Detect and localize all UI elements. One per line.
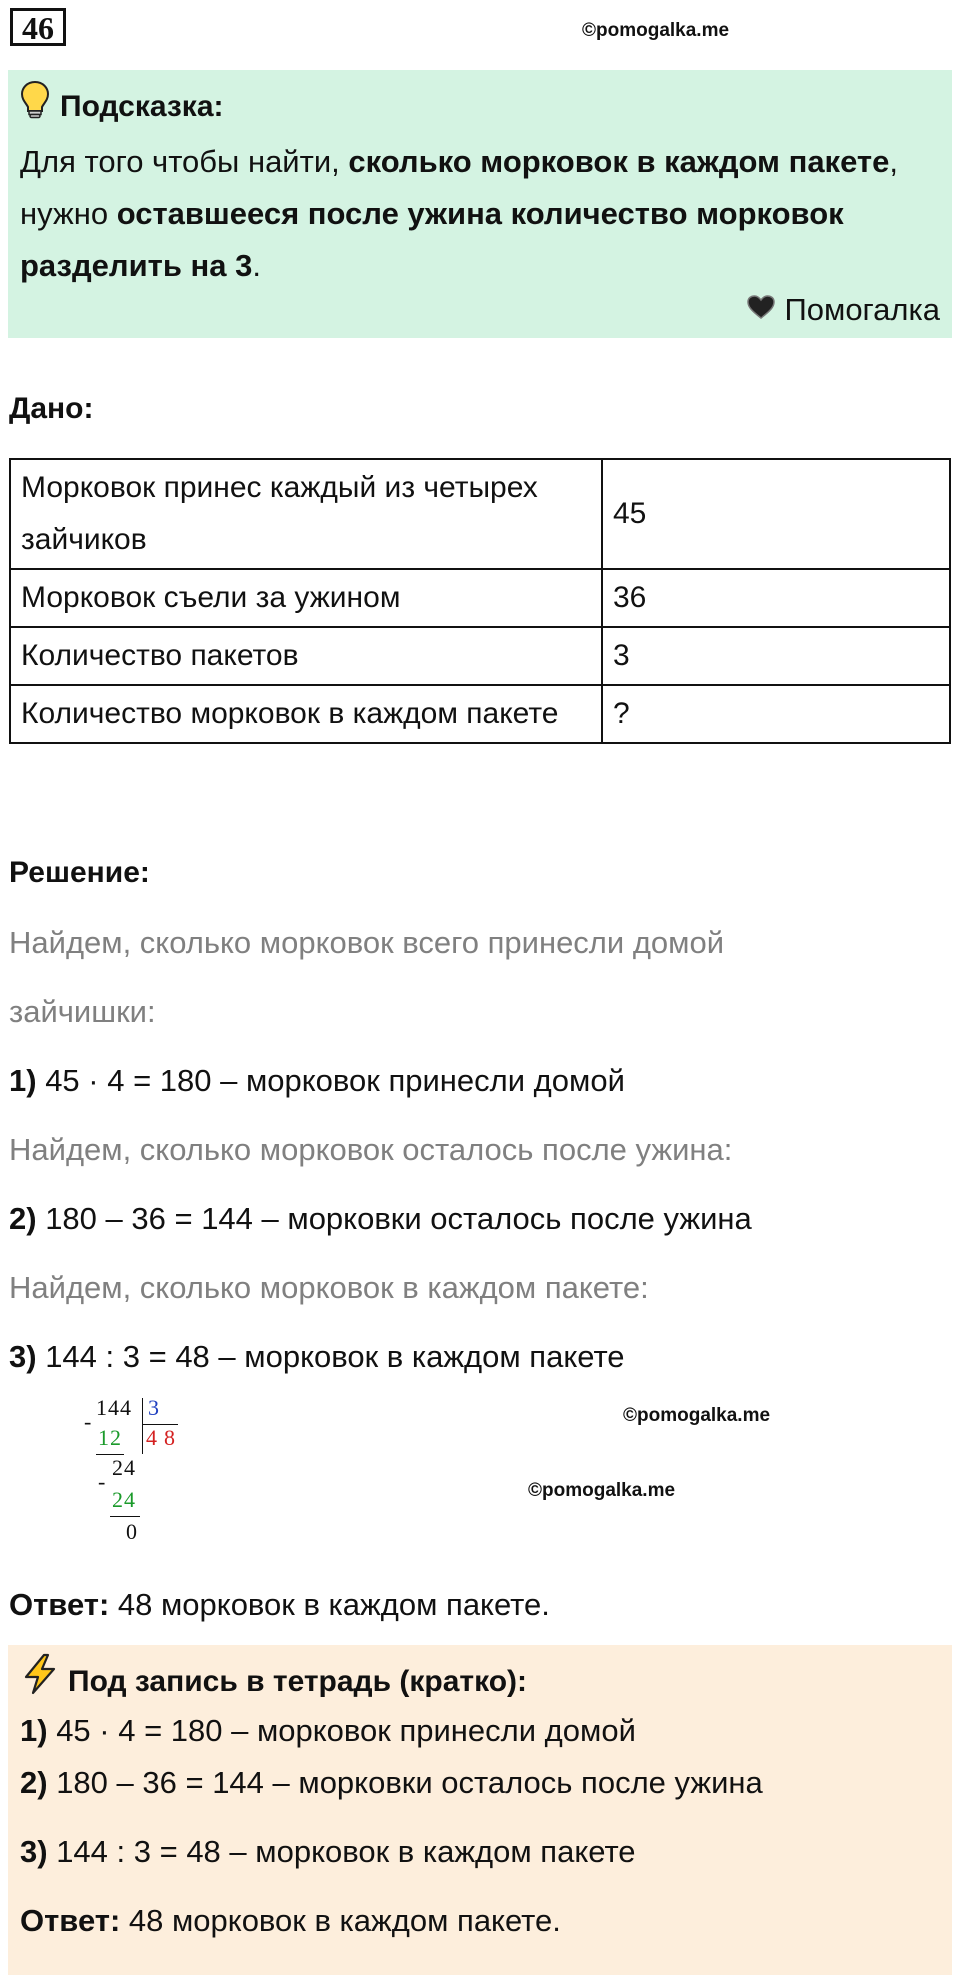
- notebook-step-2-text: 180 – 36 = 144 – морковки осталось после ужина: [47, 1765, 763, 1800]
- hint-bold-1: сколько морковок в каждом пакете: [348, 144, 890, 179]
- notebook-answer-label: Ответ:: [20, 1903, 121, 1938]
- given-label-1: Морковок принес каждый из четырех зайчиков: [10, 459, 602, 569]
- division-sub-2: 24: [112, 1487, 136, 1512]
- step-1-number: 1): [9, 1063, 37, 1098]
- notebook-answer: [20, 1886, 940, 1955]
- division-dividend: 144: [96, 1395, 132, 1420]
- notebook-step-1-text: 45 · 4 = 180 – морковок принесли домой: [47, 1713, 636, 1748]
- heart-icon: [746, 288, 776, 332]
- given-value-4: ?: [602, 685, 950, 743]
- notebook-step-3: [20, 1817, 940, 1886]
- notebook-title: Под запись в тетрадь (кратко):: [68, 1664, 528, 1698]
- table-row: [10, 569, 950, 627]
- notebook-step-3-number: 3): [20, 1834, 48, 1869]
- notebook-step-2: [20, 1748, 940, 1817]
- task-number: 46: [10, 8, 66, 46]
- given-title: Дано:: [9, 392, 94, 425]
- hint-header: [20, 80, 940, 134]
- division-quotient-1: 4: [146, 1425, 157, 1450]
- watermark-mid-1: ©pomogalka.me: [623, 1405, 771, 1426]
- step-2-text: 180 – 36 = 144 – морковки осталось после ужина: [36, 1201, 752, 1236]
- notebook-box: [8, 1645, 952, 1975]
- given-table: [9, 458, 951, 744]
- solution-intro-1: Найдем, сколько морковок всего принесли домой: [9, 925, 725, 960]
- given-value-1: 45: [602, 459, 950, 569]
- given-label-3: Количество пакетов: [10, 627, 602, 685]
- hint-signature: [746, 288, 940, 332]
- signature-text: Помогалка: [784, 292, 940, 327]
- solution-title: Решение:: [9, 856, 150, 889]
- division-quotient-2: 8: [164, 1425, 175, 1450]
- step-3-number: 3): [9, 1339, 37, 1374]
- solution-intro-1b: зайчишки:: [9, 994, 156, 1029]
- given-value-2: 36: [602, 569, 950, 627]
- table-row: [10, 459, 950, 569]
- division-minus-2: -: [98, 1469, 106, 1494]
- step-3-text: 144 : 3 = 48 – морковок в каждом пакете: [36, 1339, 625, 1374]
- hint-text: [20, 136, 940, 292]
- division-remainder-1: 24: [112, 1455, 136, 1480]
- step-2-number: 2): [9, 1201, 37, 1236]
- long-division: [70, 1396, 190, 1556]
- notebook-answer-text: 48 морковок в каждом пакете.: [120, 1903, 561, 1938]
- solution-step-3: [9, 1337, 625, 1377]
- division-sub-1: 12: [98, 1425, 122, 1450]
- hint-bold-2: оставшееся после ужина количество морковок разделить на 3: [20, 196, 844, 283]
- given-label-2: Морковок съели за ужином: [10, 569, 602, 627]
- watermark-top: ©pomogalka.me: [582, 20, 730, 41]
- given-value-3: 3: [602, 627, 950, 685]
- notebook-step-1-number: 1): [20, 1713, 48, 1748]
- solution-step-1: [9, 1061, 625, 1101]
- hint-title: Подсказка:: [60, 90, 224, 123]
- answer-label: Ответ:: [9, 1587, 110, 1622]
- hint-text-2: , нужно: [20, 144, 898, 231]
- division-line-2: [110, 1516, 140, 1517]
- hint-text-3: .: [252, 248, 261, 283]
- table-row: [10, 685, 950, 743]
- division-divisor: 3: [148, 1395, 159, 1420]
- step-1-text: 45 · 4 = 180 – морковок принесли домой: [36, 1063, 625, 1098]
- division-minus-1: -: [84, 1409, 92, 1434]
- lightning-icon: [20, 1653, 60, 1710]
- given-label-4: Количество морковок в каждом пакете: [10, 685, 602, 743]
- division-vertical-line: [142, 1398, 143, 1454]
- answer-text: 48 морковок в каждом пакете.: [109, 1587, 550, 1622]
- watermark-mid-2: ©pomogalka.me: [528, 1480, 676, 1501]
- solution-intro-3: Найдем, сколько морковок в каждом пакете:: [9, 1270, 649, 1305]
- notebook-header: [20, 1653, 940, 1710]
- answer-line: [9, 1585, 550, 1625]
- table-row: [10, 627, 950, 685]
- solution-step-2: [9, 1199, 752, 1239]
- division-final-remainder: 0: [126, 1519, 137, 1544]
- solution-intro-2: Найдем, сколько морковок осталось после ужина:: [9, 1132, 733, 1167]
- hint-text-1: Для того чтобы найти,: [20, 144, 349, 179]
- lightbulb-icon: [20, 80, 50, 134]
- notebook-step-2-number: 2): [20, 1765, 48, 1800]
- notebook-step-1: [20, 1712, 940, 1750]
- notebook-step-3-text: 144 : 3 = 48 – морковок в каждом пакете: [47, 1834, 636, 1869]
- hint-box: [8, 70, 952, 338]
